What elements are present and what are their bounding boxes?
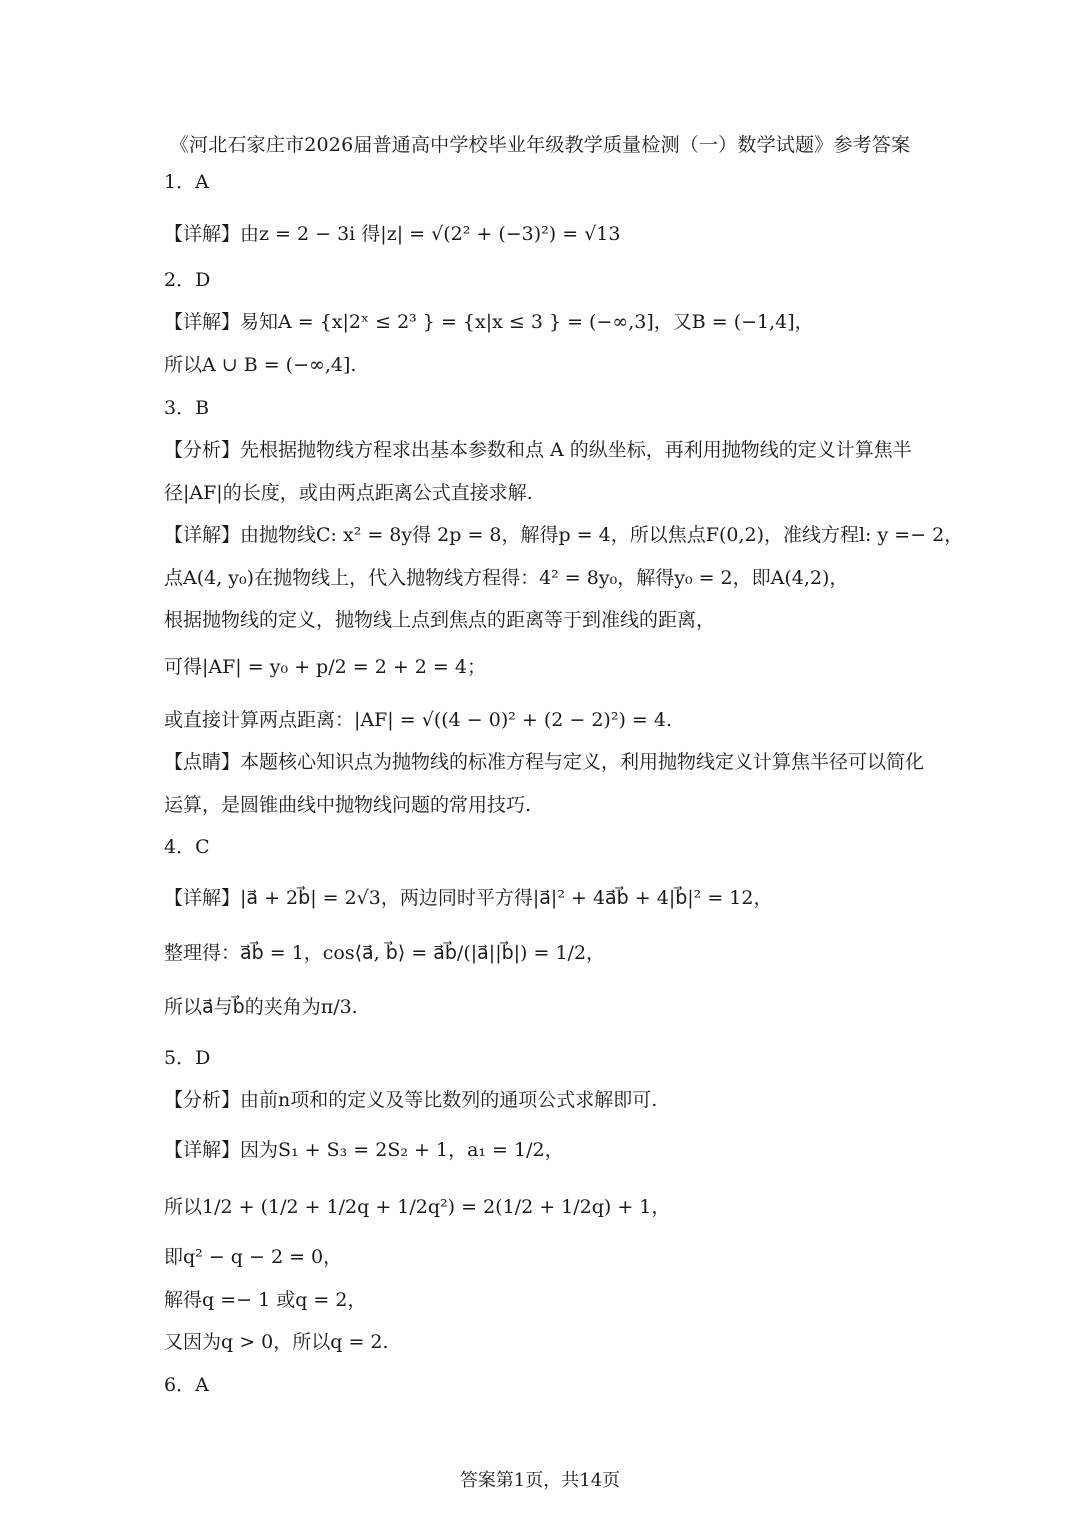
explanation-5-line-1: 【详解】因为S₁ + S₃ = 2S₂ + 1，a₁ = 1/2， xyxy=(164,1139,564,1161)
explanation-2-line-2: 所以A ∪ B = (−∞,4]. xyxy=(164,354,357,376)
remark-3-line-2: 运算，是圆锥曲线中抛物线问题的常用技巧. xyxy=(164,794,532,816)
answer-3: 3．B xyxy=(164,397,210,419)
explanation-4-line-3: 所以a⃗与b⃗的夹角为π/3. xyxy=(164,996,358,1018)
answer-1: 1．A xyxy=(164,171,209,193)
explanation-5-line-4: 解得q =− 1 或q = 2， xyxy=(164,1289,367,1311)
explanation-3-line-4: 可得|AF| = y₀ + p/2 = 2 + 2 = 4； xyxy=(164,656,486,678)
analysis-3-line-1: 【分析】先根据抛物线方程求出基本参数和点 A 的纵坐标，再利用抛物线的定义计算焦半 xyxy=(164,439,912,461)
explanation-3-line-1: 【详解】由抛物线C: x² = 8y得 2p = 8，解得p = 4，所以焦点F(0,2)，准线方程l: y =− 2， xyxy=(164,524,964,546)
answer-2: 2．D xyxy=(164,269,211,291)
explanation-4-line-2: 整理得：a⃗b⃗ = 1，cos⟨a⃗, b⃗⟩ = a⃗b⃗/(|a⃗||b⃗|) = 1/2， xyxy=(164,942,606,964)
explanation-1: 【详解】由z = 2 − 3i 得|z| = √(2² + (−3)²) = √13 xyxy=(164,223,621,245)
answer-6: 6．A xyxy=(164,1374,209,1396)
explanation-5-line-5: 又因为q > 0，所以q = 2. xyxy=(164,1331,389,1353)
explanation-2-line-1: 【详解】易知A = {x|2ˣ ≤ 2³ } = {x|x ≤ 3 } = (−∞,3]，又B = (−1,4]， xyxy=(164,311,814,333)
explanation-5-line-2: 所以1/2 + (1/2 + 1/2q + 1/2q²) = 2(1/2 + 1/2q) + 1， xyxy=(164,1196,671,1218)
explanation-4-line-1: 【详解】|a⃗ + 2b⃗| = 2√3，两边同时平方得|a⃗|² + 4a⃗b⃗ + 4|b⃗|² = 12， xyxy=(164,887,773,909)
page-footer: 答案第1页，共14页 xyxy=(459,1470,621,1491)
answer-5: 5．D xyxy=(164,1047,211,1069)
explanation-3-line-3: 根据抛物线的定义，抛物线上点到焦点的距离等于到准线的距离， xyxy=(164,609,716,631)
analysis-5: 【分析】由前n项和的定义及等比数列的通项公式求解即可. xyxy=(164,1089,658,1111)
remark-3-line-1: 【点睛】本题核心知识点为抛物线的标准方程与定义，利用抛物线定义计算焦半径可以简化 xyxy=(164,751,925,773)
page-title: 《河北石家庄市2026届普通高中学校毕业年级教学质量检测（一）数学试题》参考答案 xyxy=(169,134,911,156)
answer-4: 4．C xyxy=(164,836,210,858)
analysis-3-line-2: 径|AF|的长度，或由两点距离公式直接求解. xyxy=(164,482,533,504)
explanation-5-line-3: 即q² − q − 2 = 0， xyxy=(164,1246,343,1268)
explanation-3-line-2: 点A(4, y₀)在抛物线上，代入抛物线方程得：4² = 8y₀，解得y₀ = 2，即A(4,2)， xyxy=(164,567,849,589)
explanation-3-line-5: 或直接计算两点距离：|AF| = √((4 − 0)² + (2 − 2)²) = 4. xyxy=(164,709,673,731)
